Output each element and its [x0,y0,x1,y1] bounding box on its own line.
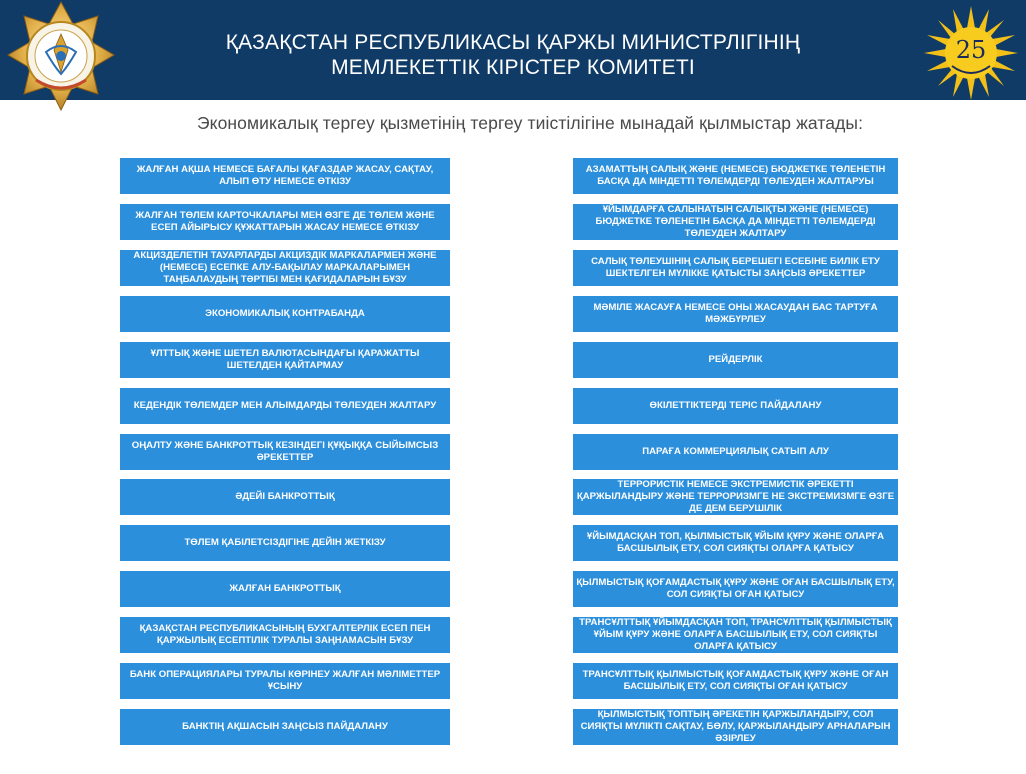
crime-item: ЖАЛҒАН ТӨЛЕМ КАРТОЧКАЛАРЫ МЕН ӨЗГЕ ДЕ ТӨЛЕМ ЖӘНЕ ЕСЕП АЙЫРЫСУ ҚҰЖАТТАРЫН ЖАСАУ НЕМЕСЕ ӨТКІЗУ [120,204,450,240]
crime-item: ҚЫЛМЫСТЫҚ ТОПТЫҢ ӘРЕКЕТІН ҚАРЖЫЛАНДЫРУ, СОЛ СИЯҚТЫ МҮЛІКТІ САҚТАУ, БӨЛУ, ҚАРЖЫЛАНДЫРУ АРНАЛАРЫН ӘЗІРЛЕУ [573,709,898,745]
crime-item: РЕЙДЕРЛІК [573,342,898,378]
crime-item: ЖАЛҒАН АҚША НЕМЕСЕ БАҒАЛЫ ҚАҒАЗДАР ЖАСАУ, САҚТАУ, АЛЫП ӨТУ НЕМЕСЕ ӨТКІЗУ [120,158,450,194]
crime-item: АЗАМАТТЫҢ САЛЫҚ ЖӘНЕ (НЕМЕСЕ) БЮДЖЕТКЕ ТӨЛЕНЕТІН БАСҚА ДА МІНДЕТТІ ТӨЛЕМДЕРДІ ТӨЛЕУДЕН ЖАЛТАРУЫ [573,158,898,194]
crime-item: ҰЙЫМДАРҒА САЛЫНАТЫН САЛЫҚТЫ ЖӘНЕ (НЕМЕСЕ) БЮДЖЕТКЕ ТӨЛЕНЕТІН БАСҚА ДА МІНДЕТТІ ТӨЛЕМДЕРДІ ТӨЛЕУДЕН ЖАЛТАРУ [573,204,898,240]
crime-item: МӘМІЛЕ ЖАСАУҒА НЕМЕСЕ ОНЫ ЖАСАУДАН БАС ТАРТУҒА МӘЖБҮРЛЕУ [573,296,898,332]
crime-item: ӨКІЛЕТТІКТЕРДІ ТЕРІС ПАЙДАЛАНУ [573,388,898,424]
header-bar [0,0,1026,100]
title-line-2: МЕМЛЕКЕТТІК КІРІСТЕР КОМИТЕТІ [331,56,695,79]
crime-item: БАНК ОПЕРАЦИЯЛАРЫ ТУРАЛЫ КӨРІНЕУ ЖАЛҒАН МӘЛІМЕТТЕР ҰСЫНУ [120,663,450,699]
crime-item: ҰЙЫМДАСҚАН ТОП, ҚЫЛМЫСТЫҚ ҰЙЫМ ҚҰРУ ЖӘНЕ ОЛАРҒА БАСШЫЛЫҚ ЕТУ, СОЛ СИЯҚТЫ ОЛАРҒА ҚАТЫСУ [573,525,898,561]
crime-item: ҚЫЛМЫСТЫҚ ҚОҒАМДАСТЫҚ ҚҰРУ ЖӘНЕ ОҒАН БАСШЫЛЫҚ ЕТУ, СОЛ СИЯҚТЫ ОҒАН ҚАТЫСУ [573,571,898,607]
title-line-1: ҚАЗАҚСТАН РЕСПУБЛИКАСЫ ҚАРЖЫ МИНИСТРЛІГІНІҢ [225,31,801,54]
crime-item: ҰЛТТЫҚ ЖӘНЕ ШЕТЕЛ ВАЛЮТАСЫНДАҒЫ ҚАРАЖАТТЫ ШЕТЕЛДЕН ҚАЙТАРМАУ [120,342,450,378]
crime-item: ТРАНСҰЛТТЫҚ ҚЫЛМЫСТЫҚ ҚОҒАМДАСТЫҚ ҚҰРУ ЖӘНЕ ОҒАН БАСШЫЛЫҚ ЕТУ, СОЛ СИЯҚТЫ ОҒАН ҚАТЫСУ [573,663,898,699]
crime-item: ӘДЕЙІ БАНКРОТТЫҚ [120,479,450,515]
crime-item: ЖАЛҒАН БАНКРОТТЫҚ [120,571,450,607]
crime-item: БАНКТІҢ АҚШАСЫН ЗАҢСЫЗ ПАЙДАЛАНУ [120,709,450,745]
page-title [140,30,886,80]
crime-item: ТӨЛЕМ ҚАБІЛЕТСІЗДІГІНЕ ДЕЙІН ЖЕТКІЗУ [120,525,450,561]
crime-item: ЭКОНОМИКАЛЫҚ КОНТРАБАНДА [120,296,450,332]
crime-item: ТРАНСҰЛТТЫҚ ҰЙЫМДАСҚАН ТОП, ТРАНСҰЛТТЫҚ ҚЫЛМЫСТЫҚ ҰЙЫМ ҚҰРУ ЖӘНЕ ОЛАРҒА БАСШЫЛЫҚ ЕТУ, СОЛ СИЯҚТЫ ОЛАРҒА ҚАТЫСУ [573,617,898,653]
anniversary-number: 25 [955,36,987,64]
page-subtitle: Экономикалық тергеу қызметінің тергеу тиістілігіне мынадай қылмыстар жатады: [196,113,864,133]
crime-item: КЕДЕНДІК ТӨЛЕМДЕР МЕН АЛЫМДАРДЫ ТӨЛЕУДЕН ЖАЛТАРУ [120,388,450,424]
crime-item: ПАРАҒА КОММЕРЦИЯЛЫҚ САТЫП АЛУ [573,434,898,470]
crime-item: АКЦИЗДЕЛЕТІН ТАУАРЛАРДЫ АКЦИЗДІК МАРКАЛАРМЕН ЖӘНЕ (НЕМЕСЕ) ЕСЕПКЕ АЛУ-БАҚЫЛАУ МАРКАЛАРЫМЕН ТАҢБАЛАУДЫҢ ТӘРТІБІ МЕН ҚАҒИДАЛАРЫН БҰЗУ [120,250,450,286]
crime-item: ОҢАЛТУ ЖӘНЕ БАНКРОТТЫҚ КЕЗІНДЕГІ ҚҰҚЫҚҚА СЫЙЫМСЫЗ ӘРЕКЕТТЕР [120,434,450,470]
crime-item: ҚАЗАҚСТАН РЕСПУБЛИКАСЫНЫҢ БУХГАЛТЕРЛІК ЕСЕП ПЕН ҚАРЖЫЛЫҚ ЕСЕПТІЛІК ТУРАЛЫ ЗАҢНАМАСЫН БҰЗУ [120,617,450,653]
anniversary-badge [924,6,1018,100]
crime-item: ТЕРРОРИСТІК НЕМЕСЕ ЭКСТРЕМИСТІК ӘРЕКЕТТІ ҚАРЖЫЛАНДЫРУ ЖӘНЕ ТЕРРОРИЗМГЕ НЕ ЭКСТРЕМИЗМГЕ ӨЗГЕ ДЕ ДЕМ БЕРУШІЛІК [573,479,898,515]
state-revenue-committee-emblem-icon [6,0,116,118]
crime-item: САЛЫҚ ТӨЛЕУШІНІҢ САЛЫҚ БЕРЕШЕГІ ЕСЕБІНЕ БИЛІК ЕТУ ШЕКТЕЛГЕН МҮЛІККЕ ҚАТЫСТЫ ЗАҢСЫЗ ӘРЕКЕТТЕР [573,250,898,286]
